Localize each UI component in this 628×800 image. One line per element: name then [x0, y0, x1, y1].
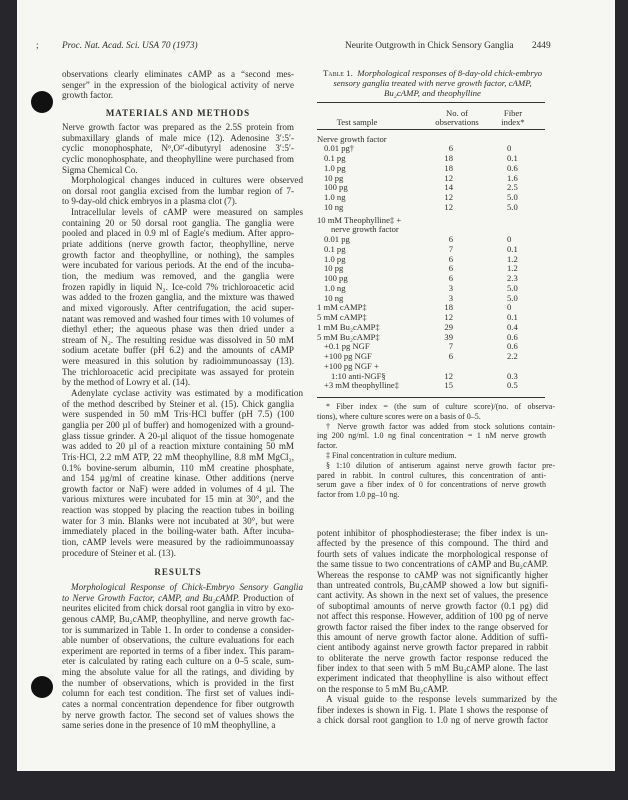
text-line: † Nerve growth factor was added from stock solutions contain-: [326, 421, 555, 431]
cell-fiber-index: 5.0: [507, 201, 518, 212]
cell-observations: 6: [448, 351, 453, 361]
caption-line: Morphological responses of 8-day-old chick-embryo: [357, 68, 543, 78]
text-line: stream of N₂. The resulting residue was dissolved in 50 mM: [62, 334, 294, 345]
cell-test-sample: 100 pg: [324, 273, 348, 283]
section-heading-results: RESULTS: [154, 567, 202, 577]
text-line: [62, 593, 294, 604]
cell-fiber-index: 0.5: [507, 380, 518, 391]
cell-fiber-index: 0.6: [507, 162, 518, 173]
text-line: was added to the frozen ganglia, and the mixture was thawed: [62, 292, 294, 303]
cell-observations: 7: [448, 243, 453, 254]
text-line: [62, 582, 303, 593]
text-line: Intracellular levels of cAMP were measured on samples: [71, 207, 303, 218]
text-line: Whereas the response to cAMP was not significantly higher: [317, 569, 548, 580]
text-line: growth factor raised the fiber index to the range observed for: [317, 621, 548, 632]
table-header-rule: [317, 129, 545, 130]
text-line: the number of observations, which is provided in the first: [62, 677, 294, 688]
cell-observations: 12: [444, 192, 453, 202]
cell-test-sample: 10 pg: [324, 172, 344, 183]
cell-test-sample: 1.0 ng: [324, 282, 346, 293]
text-line: able number of observations, the culture evaluations for each: [62, 635, 294, 646]
cell-observations: 14: [444, 182, 453, 193]
text-run: Production of: [239, 592, 294, 603]
text-line: affected by the presence of this compound. The third and: [317, 538, 548, 549]
methods-body: [62, 122, 303, 558]
text-line: factor from 1.0 pg–10 ng.: [317, 490, 400, 500]
cell-observations: 6: [448, 253, 453, 264]
column-header-sample: Test sample: [336, 117, 378, 127]
table-label: Table 1.: [322, 68, 353, 78]
column-header-observations: [417, 109, 497, 127]
table-footnotes: [317, 402, 555, 500]
table-caption: [317, 68, 548, 98]
text-line: Nerve growth factor was prepared as the 2.5S protein from: [62, 122, 294, 132]
text-line: priate additions (nerve growth factor, theophylline, nerve: [62, 239, 294, 250]
table-row: [317, 203, 545, 213]
cell-test-sample: 1 mM Bu₂cAMP‡: [317, 321, 380, 332]
page-number: 2449: [532, 41, 551, 51]
cell-fiber-index: 0: [507, 302, 512, 313]
cell-fiber-index: 0.4: [507, 321, 518, 332]
text-line: to obliterate the nerve growth factor response reduced the: [317, 652, 548, 663]
text-line: senger” in the expression of the biological activity of nerve: [62, 79, 294, 90]
cell-observations: 6: [448, 143, 453, 154]
cell-observations: 18: [444, 162, 453, 173]
cell-observations: 12: [444, 312, 453, 322]
journal-citation: Proc. Nat. Acad. Sci. USA 70 (1973): [62, 41, 198, 51]
text-line: cant activity. As shown in the next set of values, the presence: [317, 590, 548, 601]
cell-fiber-index: 1.6: [507, 172, 518, 183]
text-line: growth factor.: [62, 90, 114, 101]
table-row: [317, 381, 545, 391]
text-line: by nerve growth factor. The second set of values shows the: [62, 709, 294, 720]
cell-observations: 6: [448, 273, 453, 283]
cell-fiber-index: 5.0: [507, 192, 518, 202]
text-line: to 9-day-old chick embryos in a plasma clot (7).: [62, 196, 238, 207]
text-line: Adenylate cyclase activity was estimated by a modification: [71, 388, 303, 399]
cell-fiber-index: 1.2: [507, 253, 518, 264]
cell-test-sample: 1 mM cAMP‡: [317, 302, 367, 313]
cell-observations: 3: [448, 282, 453, 293]
text-line: same series done in the presence of 10 mM theophylline, a: [62, 720, 276, 731]
cell-fiber-index: 0: [507, 234, 512, 244]
paragraph: [62, 582, 303, 731]
column-header-fiber-index: [493, 109, 533, 127]
text-line: potent inhibitor of phosphodiesterase; the fiber index is un-: [317, 528, 548, 538]
text-line: tion, cAMP levels were measured by the radioimmunoassay: [62, 536, 294, 547]
cell-test-sample: nerve growth factor: [331, 224, 399, 235]
cell-fiber-index: 0.1: [507, 243, 518, 254]
text-line: fiber index to that seen with 5 mM Bu₂cAMP alone. The last: [317, 663, 548, 674]
text-line: tion, the medium was removed, and the ganglia were: [62, 270, 294, 281]
text-line: on the response to 5 mM Bu₂cAMP.: [317, 683, 449, 694]
paragraph: [62, 207, 303, 388]
text-line: various mixtures were incubated for 15 min at 30°, and the: [62, 494, 294, 505]
text-line: of suboptimal amounts of nerve growth factor (0.1 pg) did: [317, 600, 548, 611]
paragraph: [317, 528, 557, 694]
cell-observations: 12: [444, 370, 453, 381]
text-line: ‡ Final concentration in culture medium.: [326, 450, 457, 460]
text-line: column for each test condition. The first set of values indi-: [62, 688, 294, 699]
text-line: this amount of nerve growth factor alone. Addition of suffi-: [317, 631, 548, 642]
cell-test-sample: 5 mM cAMP‡: [317, 312, 367, 322]
text-line: Sigma Chemical Co.: [62, 164, 138, 175]
cell-test-sample: +0.1 pg NGF: [324, 341, 370, 352]
text-line: sodium acetate buffer (pH 6.2) and the amounts of cAMP: [62, 345, 294, 356]
cell-test-sample: 10 ng: [324, 201, 344, 212]
header-line: index*: [501, 117, 525, 127]
text-line: genous cAMP, Bu₂cAMP, theophylline, and nerve growth fac-: [62, 613, 294, 624]
text-line: cyclic monophosphate, N⁶,O²′-dibutyryl adenosine 3′:5′-: [62, 143, 294, 154]
cell-test-sample: 5 mM Bu₂cAMP‡: [317, 331, 380, 342]
text-line: glass tissue grinder. A 20-µl aliquot of the tissue homogenate: [62, 430, 294, 441]
text-line: the same tissue to two concentrations of cAMP and Bu₂cAMP.: [317, 559, 548, 570]
text-line: containing 20 or 50 dorsal root ganglia. The ganglia were: [62, 217, 294, 228]
text-line: serum gave a fiber index of 0 for concentrations of nerve growth: [317, 480, 546, 490]
section-heading-methods: MATERIALS AND METHODS: [105, 108, 251, 118]
cell-fiber-index: 5.0: [507, 282, 518, 293]
text-line: submaxillary glands of male mice (12). Adenosine 3′:5′-: [62, 132, 294, 143]
cell-fiber-index: 0.6: [507, 341, 518, 352]
cell-test-sample: 1.0 ng: [324, 192, 346, 202]
cell-test-sample: +3 mM theophylline‡: [324, 380, 400, 391]
text-line: cient antibody against nerve growth factor prepared in rabbit: [317, 642, 548, 653]
text-line: cyclic monophosphate, and theophylline were purchased from: [62, 153, 294, 164]
text-line: and 154 µg/ml of creatine kinase. Other additions (nerve: [62, 473, 294, 484]
text-line: than untreated controls, Bu₂cAMP showed a low but signifi-: [317, 579, 548, 590]
text-line: A visual guide to the response levels summarized by the: [326, 694, 557, 705]
text-line: and mixed vigorously. After centrifugation, the acid super-: [62, 302, 294, 313]
text-line: observations clearly eliminates cAMP as a “second mes-: [62, 69, 294, 79]
header-line: No. of: [446, 108, 468, 118]
cell-test-sample: 10 mM Theophylline‡ +: [317, 214, 402, 225]
text-line: of the method described by Steiner et al. (15). Chick ganglia: [62, 398, 294, 409]
paragraph: [62, 388, 303, 558]
text-line: pared in rabbit. In control cultures, this concentration of anti-: [317, 470, 546, 480]
text-line: ing 200 ng/ml. 1.0 ng final concentration = 1 nM nerve growth: [317, 431, 546, 441]
cell-fiber-index: 0.6: [507, 331, 518, 342]
cell-test-sample: Nerve growth factor: [317, 133, 387, 144]
text-line: ganglia per 200 µl of buffer) and homogenized with a ground-: [62, 419, 294, 430]
cell-observations: 7: [448, 341, 453, 352]
text-line: was added to 20 µl of a reaction mixture containing 50 mM: [62, 441, 294, 452]
text-line: pooled and placed in 0.9 ml of Eagle's medium. After appro-: [62, 228, 294, 239]
cell-test-sample: +100 pg NGF +: [324, 360, 379, 371]
cell-test-sample: 1:10 anti-NGF§: [331, 370, 386, 381]
paragraph: [62, 69, 294, 101]
text-line: on dorsal root ganglia excised from the lumbar region of 7-: [62, 185, 294, 196]
italic-run-in-heading: Morphological Response of Chick-Embryo Sensory Ganglia: [71, 582, 303, 592]
cell-fiber-index: 0.1: [507, 153, 518, 163]
cell-test-sample: 0.1 pg: [324, 243, 346, 254]
text-line: § 1:10 dilution of antiserum against nerve growth factor pre-: [326, 460, 555, 470]
text-line: by the method of Lowry et al. (14).: [62, 377, 191, 388]
cell-test-sample: 1.0 pg: [324, 253, 346, 264]
cell-fiber-index: 0: [507, 143, 512, 154]
text-line: experiment indicated that theophylline is also without effect: [317, 673, 548, 684]
cell-observations: 12: [444, 201, 453, 212]
margin-mark: ;: [36, 41, 39, 51]
cell-observations: 18: [444, 302, 453, 313]
text-line: were measured in this solution by radioimmunoassay (13).: [62, 356, 294, 367]
cell-observations: 6: [448, 263, 453, 274]
text-line: fiber indexes is shown in Fig. 1. Plate 1 shows the response of: [317, 704, 548, 715]
cell-fiber-index: 1.2: [507, 263, 518, 274]
text-line: immediately placed in the boiling-water bath. After incuba-: [62, 526, 294, 537]
text-line: fourth sets of values indicate the morphological response of: [317, 548, 548, 559]
italic-run-in-heading: to Nerve Growth Factor, cAMP, and Bu₂cAMP.: [62, 592, 240, 603]
paragraph: [62, 122, 303, 175]
running-title: Neurite Outgrowth in Chick Sensory Ganglia: [345, 41, 514, 51]
text-line: procedure of Steiner et al. (13).: [62, 547, 176, 558]
cell-test-sample: 0.1 pg: [324, 153, 346, 163]
text-line: tions), where culture scores were on a basis of 0–5.: [317, 411, 481, 421]
text-line: not affect this response. However, addition of 100 pg of nerve: [317, 611, 548, 622]
cell-observations: 3: [448, 292, 453, 303]
text-line: experiment are reported in terms of a fiber index. This param-: [62, 645, 294, 656]
punch-hole: [31, 676, 53, 698]
text-line: Morphological changes induced in cultures were observed: [71, 175, 303, 186]
cell-test-sample: 1.0 pg: [324, 162, 346, 173]
text-line: factor.: [317, 441, 338, 451]
text-line: 0.1% bovine-serum albumin, 110 mM creatine phosphate,: [62, 462, 294, 473]
text-line: neurites elicited from chick dorsal root ganglia in vitro by exo-: [62, 603, 294, 614]
text-line: frozen rapidly in liquid N₂. Ice-cold 7% trichloroacetic acid: [62, 281, 294, 292]
cell-observations: 18: [444, 153, 453, 163]
cell-test-sample: 10 pg: [324, 263, 344, 274]
cell-test-sample: 0.01 pg: [324, 234, 350, 244]
header-line: Fiber: [503, 108, 523, 118]
text-line: tor is summarized in Table 1. In order to condense a consider-: [62, 624, 294, 635]
text-line: growth factor or NaF) were added in volumes of 4 µl. The: [62, 483, 294, 494]
cell-observations: 15: [444, 380, 453, 391]
text-line: reaction was stopped by placing the reaction tubes in boiling: [62, 505, 294, 516]
text-line: * Fiber index = (the sum of culture score)/(no. of observa-: [326, 402, 555, 411]
caption-line: Bu₂cAMP, and theophylline: [384, 88, 481, 98]
paragraph: [317, 694, 557, 725]
text-line: natant was removed and washed four times with 10 volumes of: [62, 313, 294, 324]
cell-observations: 12: [444, 172, 453, 183]
text-line: Tris·HCl, 2.2 mM ATP, 22 mM theophylline, 8.8 mM MgCl₂,: [62, 451, 294, 462]
cell-fiber-index: 0.3: [507, 370, 518, 381]
text-line: The trichloroacetic acid precipitate was assayed for protein: [62, 366, 294, 377]
cell-test-sample: 100 pg: [324, 182, 348, 193]
cell-fiber-index: 2.2: [507, 351, 518, 361]
cell-fiber-index: 5.0: [507, 292, 518, 303]
text-line: were suspended in 50 mM Tris·HCl buffer (pH 7.5) (100: [62, 409, 294, 420]
caption-line: sensory ganglia treated with nerve growth factor, cAMP,: [333, 78, 532, 88]
cell-fiber-index: 2.3: [507, 273, 518, 283]
text-line: cates a normal concentration dependence for fiber outgrowth: [62, 699, 294, 710]
text-line: were incubated for various periods. At the end of the incuba-: [62, 260, 294, 271]
table-top-rule: [317, 102, 545, 103]
cell-test-sample: 10 ng: [324, 292, 344, 303]
text-line: eter is calculated by rating each culture on a 0–5 scale, sum-: [62, 656, 294, 667]
header-line: observations: [435, 117, 479, 127]
cell-test-sample: 0.01 pg†: [324, 143, 355, 154]
results-continued: [317, 528, 557, 725]
text-line: diethyl ether; the aqueous phase was then dried under a: [62, 324, 294, 335]
text-line: water for 3 min. Blanks were not incubated at 30°, but were: [62, 515, 294, 526]
cell-observations: 29: [444, 321, 453, 332]
cell-test-sample: +100 pg NGF: [324, 351, 372, 361]
table-bottom-rule: [317, 397, 545, 398]
cell-fiber-index: 0.1: [507, 312, 518, 322]
cell-fiber-index: 2.5: [507, 182, 518, 193]
text-line: a chick dorsal root ganglion to 1.0 ng of nerve growth factor: [317, 715, 548, 726]
text-line: growth factor and theophylline, or nothing), the samples: [62, 249, 294, 260]
cell-observations: 6: [448, 234, 453, 244]
text-line: ming the absolute value for all the ratings, and dividing by: [62, 667, 294, 678]
paragraph: [62, 175, 303, 207]
cell-observations: 39: [444, 331, 453, 342]
punch-hole: [31, 91, 53, 113]
